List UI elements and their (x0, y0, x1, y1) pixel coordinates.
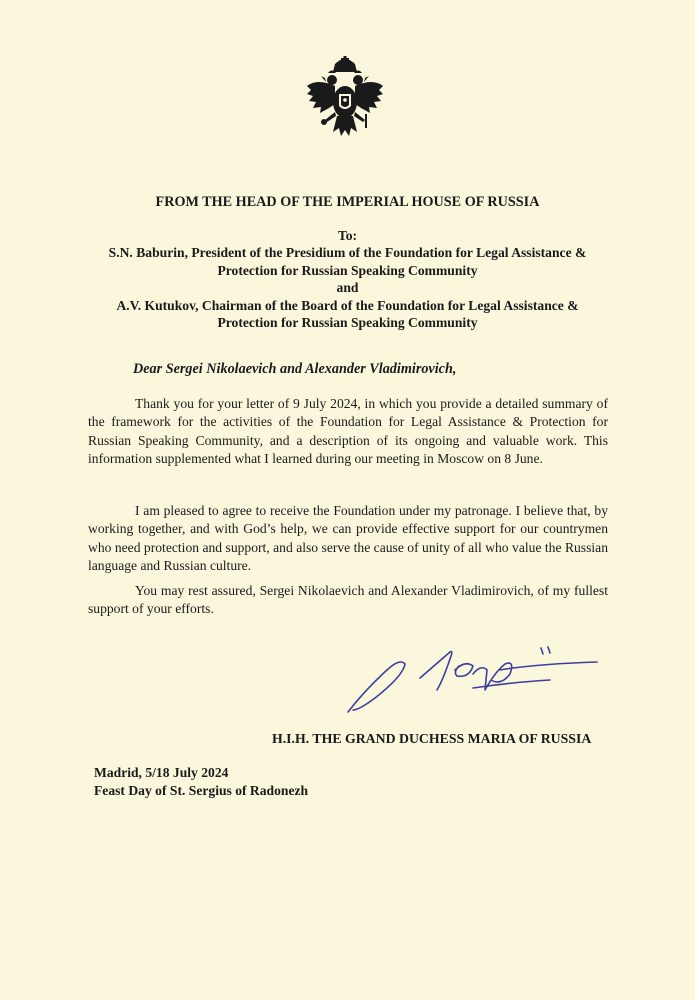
recipient-2-line-1: A.V. Kutukov, Chairman of the Board of the Foundation for Legal Assistance & (116, 297, 579, 313)
body-paragraph: I am pleased to agree to receive the Foundation under my patronage. I believe that, by working together, and with God’s help, we can provide effective support for our countrymen who need protection and support, and also serve the cause of unity of all who value the Russian language and Russian culture. (88, 503, 608, 573)
imperial-eagle-crest-icon (305, 56, 385, 142)
addressee-conjunction: and (336, 280, 359, 296)
recipient-1-line-2: Protection for Russian Speaking Community (217, 262, 478, 278)
signatory-name: H.I.H. THE GRAND DUCHESS MARIA OF RUSSIA (272, 731, 592, 746)
salutation: Dear Sergei Nikolaevich and Alexander Vladimirovich, (133, 361, 457, 377)
recipient-2-line-2: Protection for Russian Speaking Community (217, 315, 478, 331)
body-paragraph: You may rest assured, Sergei Nikolaevich and Alexander Vladimirovich, of my fullest support of your efforts. (88, 583, 608, 617)
letter-heading: FROM THE HEAD OF THE IMPERIAL HOUSE OF RUSSIA (155, 194, 540, 210)
place-date-block (94, 764, 308, 799)
feast-day: Feast Day of St. Sergius of Radonezh (94, 782, 309, 798)
recipient-1-line-1: S.N. Baburin, President of the Presidium of the Foundation for Legal Assistance & (108, 245, 587, 261)
handwritten-signature (345, 640, 605, 720)
addressee-to-label: To: (337, 228, 358, 243)
place-date: Madrid, 5/18 July 2024 (94, 765, 229, 780)
body-paragraph: Thank you for your letter of 9 July 2024, in which you provide a detailed summary of the framework for the activities of the Foundation for Legal Assistance & Protection for Russian Speaking Community, and a description of its ongoing and valuable work. This information supplemented what I learned during our meeting in Moscow on 8 June. (88, 396, 608, 466)
addressee-block (60, 227, 635, 331)
